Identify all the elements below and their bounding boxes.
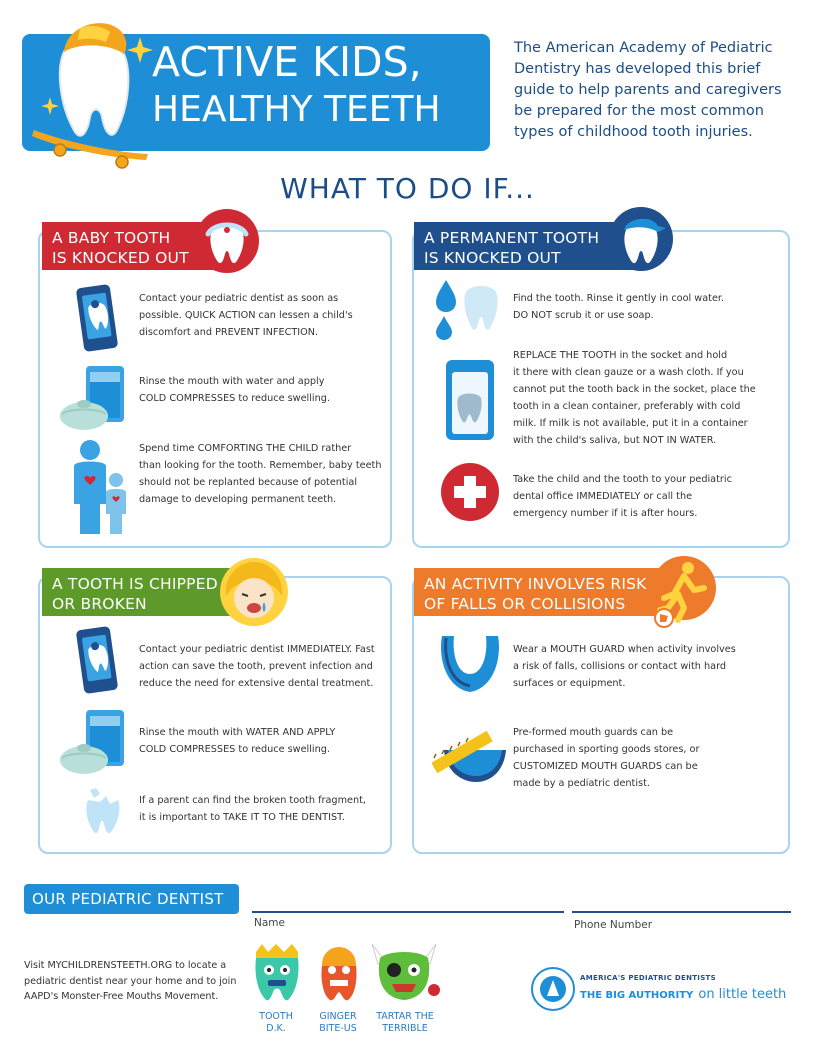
chipped-tooth-title-1: A TOOTH IS CHIPPED [52, 575, 218, 593]
tartar-the-terrible-monster-icon [368, 940, 440, 1004]
phone-icon [72, 282, 122, 354]
chipped-tooth-header [42, 568, 236, 616]
activity-title-2: OF FALLS OR COLLISIONS [424, 595, 626, 613]
parent-child-icon [68, 438, 132, 538]
permanent-tooth-cap-icon [608, 206, 674, 272]
monster-label-2: GINGER BITE-US [319, 1011, 357, 1034]
medical-cross-icon [440, 462, 500, 522]
chipped-step-3: If a parent can find the broken tooth fragment, it is important to TAKE IT TO THE DENTIST. [139, 795, 366, 823]
activity-title-1: AN ACTIVITY INVOLVES RISK [424, 575, 647, 593]
phone-field-line[interactable] [572, 911, 791, 913]
baby-step-2: Rinse the mouth with water and apply COLD COMPRESSES to reduce swelling. [139, 376, 330, 404]
permanent-tooth-title-1: A PERMANENT TOOTH [424, 229, 600, 247]
permanent-tooth-header [414, 222, 634, 270]
chipped-tooth-title-2: OR BROKEN [52, 595, 147, 613]
baby-step-1: Contact your pediatric dentist as soon as possible. QUICK ACTION can lessen a child's discomfort and PREVENT INFECTION. [139, 293, 353, 338]
visit-text: Visit MYCHILDRENSTEETH.ORG to locate a pediatric dentist near your home and to join AAPD's Monster-Free Mouths Movement. [24, 960, 237, 1002]
chipped-step-2: Rinse the mouth with WATER AND APPLY COLD COMPRESSES to reduce swelling. [139, 727, 336, 755]
hero-title-line-2: HEALTHY TEETH [152, 89, 441, 130]
baby-tooth-title-2: IS KNOCKED OUT [52, 249, 189, 267]
baby-tooth-title-1: A BABY TOOTH [52, 229, 171, 247]
permanent-tooth-title-2: IS KNOCKED OUT [424, 249, 561, 267]
our-dentist-label: OUR PEDIATRIC DENTIST [24, 884, 239, 914]
crying-child-icon [218, 556, 290, 628]
baby-tooth-icon [194, 208, 260, 274]
water-drops-tooth-icon [432, 276, 504, 346]
permanent-step-3: Take the child and the tooth to your pediatric dental office IMMEDIATELY or call the emergency number if it is after hours. [513, 474, 732, 519]
tooth-skateboard-illustration [20, 12, 160, 172]
name-label: Name [254, 917, 285, 929]
baby-step-3: Spend time COMFORTING THE CHILD rather than looking for the tooth. Remember, baby teeth should not be replanted because of potential damage to developing permanent teeth. [139, 443, 382, 505]
activity-frame [412, 576, 790, 854]
tooth-container-icon [444, 358, 496, 442]
broken-tooth-icon [80, 786, 126, 838]
intro-paragraph: The American Academy of Pediatric Dentistry has developed this brief guide to help parents and caregivers be prepared for the most common types of childhood tooth injuries. [514, 40, 782, 140]
phone-label: Phone Number [574, 919, 653, 931]
aapd-seal-logo [530, 966, 576, 1012]
hero-title-line-1: ACTIVE KIDS, [152, 38, 422, 86]
aapd-tagline-1: AMERICA'S PEDIATRIC DENTISTS [580, 974, 716, 982]
mouth-guard-ruler-icon [432, 720, 508, 786]
water-glass-compress-icon [58, 708, 128, 778]
name-field-line[interactable] [252, 911, 564, 913]
water-glass-compress-icon [58, 364, 128, 434]
soccer-player-icon [644, 554, 720, 630]
mouth-guard-icon [436, 628, 504, 698]
aapd-tagline-2: THE BIG AUTHORITY on little teeth [580, 987, 787, 1002]
activity-step-1: Wear a MOUTH GUARD when activity involves a risk of falls, collisions or contact with hard surfaces or equipment. [513, 644, 736, 689]
phone-icon [72, 624, 122, 696]
section-heading: WHAT TO DO IF... [280, 172, 535, 205]
activity-header [414, 568, 670, 616]
permanent-step-1: Find the tooth. Rinse it gently in cool water. DO NOT scrub it or use soap. [513, 293, 725, 321]
activity-step-2: Pre-formed mouth guards can be purchased in sporting goods stores, or CUSTOMIZED MOUTH GUARDS can be made by a pediatric dentist. [513, 727, 700, 789]
ginger-bite-us-monster-icon [312, 944, 366, 1004]
permanent-step-2: REPLACE THE TOOTH in the socket and hold it there with clean gauze or a wash cloth. If you cannot put the tooth back in the socket, place the tooth in a clean container, preferably with cold milk. If milk is not available, put it in a container with the child's saliva, but NOT IN WATER. [513, 350, 756, 446]
tooth-dk-monster-icon [250, 942, 304, 1004]
monster-label-3: TARTAR THE TERRIBLE [376, 1011, 434, 1034]
monster-label-1: TOOTH D.K. [259, 1011, 293, 1034]
chipped-step-1: Contact your pediatric dentist IMMEDIATELY. Fast action can save the tooth, prevent infection and reduce the need for extensive dental treatment. [139, 644, 375, 689]
